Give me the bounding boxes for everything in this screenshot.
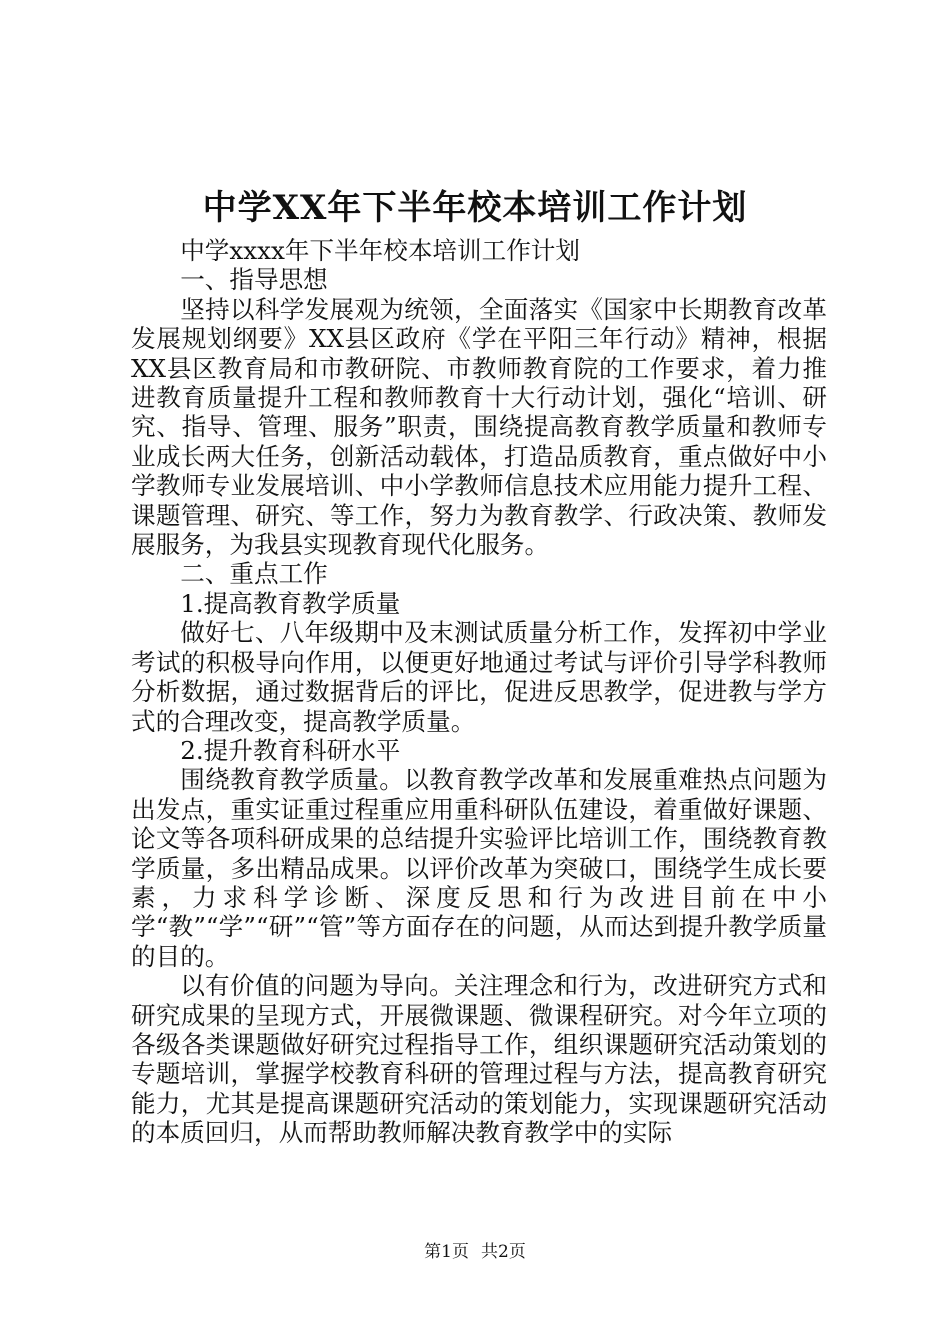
section-heading-key-work: 二、重点工作 [180,559,328,589]
paragraph-guiding-ideology: 坚持以科学发展观为统领，全面落实《国家中长期教育改革发展规划纲要》XX县区政府《学在平阳三年行动》精神，根据XX县区教育局和市教研院、市教师教育院的工作要求，着力推进教育质量提升工程和教师教育十大行动计划，强化“培训、研究、指导、管理、服务”职责，围绕提高教育教学质量和教师专业成长两大任务，创新活动载体，打造品质教育，重点做好中小学教师专业发展培训、中小学教师信息技术应用能力提升工程、课题管理、研究、等工作，努力为教育教学、行政决策、教师发展服务，为我县实现教育现代化服务。 [131,294,827,560]
paragraph-subtitle: 中学xxxx年下半年校本培训工作计划 [180,236,580,265]
paragraph-research-level: 围绕教育教学质量。以教育教学改革和发展重难热点问题为出发点，重实证重过程重应用重科研队伍建设，着重做好课题、论文等各项科研成果的总结提升实验评比培训工作，围绕教育教学质量，多出精品成果。以评价改革为突破口，围绕学生成长要素，力求科学诊断、深度反思和行为改进目前在中小学“教”“学”“研”“管”等方面存在的问题，从而达到提升教学质量的目的。 [131,765,827,971]
paragraph-teaching-quality: 做好七、八年级期中及末测试质量分析工作，发挥初中学业考试的积极导向作用，以便更好地通过考试与评价引导学科教师分析数据，通过数据背后的评比，促进反思教学，促进教与学方式的合理改变，提高教学质量。 [131,618,827,736]
document-body [131,236,827,1148]
document-title: 中学XX年下半年校本培训工作计划 [202,188,748,228]
subheading-teaching-quality: 1.提高教育教学质量 [180,588,401,618]
subheading-research-level: 2.提升教育科研水平 [180,735,401,765]
page-number-current: 第1页 [424,1242,469,1262]
paragraph-problem-oriented: 以有价值的问题为导向。关注理念和行为，改进研究方式和研究成果的呈现方式，开展微课题、微课程研究。对今年立项的各级各类课题做好研究过程指导工作，组织课题研究活动策划的专题培训，掌握学校教育科研的管理过程与方法，提高教育研究能力，尤其是提高课题研究活动的策划能力，实现课题研究活动的本质回归，从而帮助教师解决教育教学中的实际 [131,971,827,1148]
page-footer [0,1240,950,1264]
page-number-total: 共2页 [481,1242,526,1262]
section-heading-guiding-ideology: 一、指导思想 [180,265,328,295]
